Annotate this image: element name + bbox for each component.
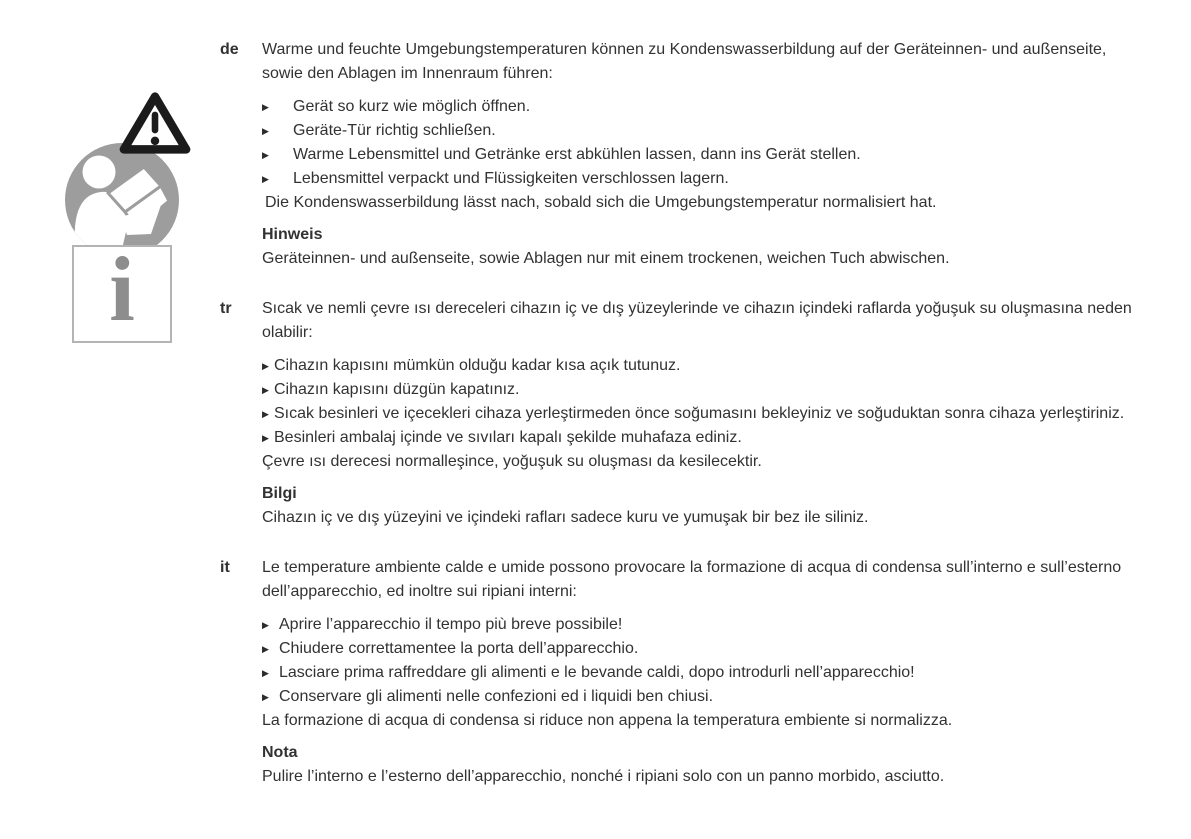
- info-icon: [72, 238, 172, 343]
- bullet-marker-icon: ▶: [262, 668, 269, 678]
- bullet-list: [262, 95, 1132, 191]
- list-item: [262, 378, 1132, 402]
- bullet-text: Besinleri ambalaj içinde ve sıvıları kapalı şekilde muhafaza ediniz.: [274, 429, 742, 446]
- note-text: Cihazın iç ve dış yüzeyini ve içindeki rafları sadece kuru ve yumuşak bir bez ile siliniz.: [262, 509, 869, 526]
- list-item: [262, 685, 1132, 709]
- language-label-de: de: [220, 41, 239, 58]
- bullet-text: Sıcak besinleri ve içecekleri cihaza yerleştirmeden önce soğumasını bekleyiniz ve soğuduktan sonra cihaza yerleştiriniz.: [274, 405, 1125, 422]
- bullet-marker-icon: ▶: [262, 692, 269, 702]
- bullet-marker-icon: ▶: [262, 126, 269, 136]
- bullet-marker-icon: ▶: [262, 620, 269, 630]
- list-item: [262, 637, 1132, 661]
- bullet-list: [262, 354, 1132, 450]
- outro-paragraph: Çevre ısı derecesi normalleşince, yoğuşuk su oluşması da kesilecektir.: [262, 453, 762, 470]
- section-it: [220, 556, 1132, 789]
- list-item: [262, 354, 1132, 378]
- list-item: [262, 167, 1132, 191]
- bullet-marker-icon: ▶: [262, 361, 269, 371]
- safety-icon-column: [0, 0, 200, 360]
- list-item: [262, 661, 1132, 685]
- bullet-marker-icon: ▶: [262, 174, 269, 184]
- bullet-marker-icon: ▶: [262, 409, 269, 419]
- language-label-tr: tr: [220, 300, 232, 317]
- list-item: [262, 95, 1132, 119]
- list-item: [262, 119, 1132, 143]
- bullet-text: Lasciare prima raffreddare gli alimenti e le bevande caldi, dopo introdurli nell’apparecchio!: [279, 664, 915, 681]
- bullet-marker-icon: ▶: [262, 644, 269, 654]
- bullet-text: Warme Lebensmittel und Getränke erst abkühlen lassen, dann ins Gerät stellen.: [293, 146, 861, 163]
- bullet-text: Aprire l’apparecchio il tempo più breve possibile!: [279, 616, 623, 633]
- section-tr: [220, 297, 1132, 530]
- bullet-marker-icon: ▶: [262, 385, 269, 395]
- bullet-text: Chiudere correttamentee la porta dell’apparecchio.: [279, 640, 639, 657]
- note-text: Geräteinnen- und außenseite, sowie Ablagen nur mit einem trockenen, weichen Tuch abwischen.: [262, 250, 950, 267]
- outro-paragraph: Die Kondenswasserbildung lässt nach, sobald sich die Umgebungstemperatur normalisiert hat.: [265, 194, 937, 211]
- bullet-text: Cihazın kapısını mümkün olduğu kadar kısa açık tutunuz.: [274, 357, 681, 374]
- note-heading: Nota: [262, 744, 298, 761]
- bullet-marker-icon: ▶: [262, 433, 269, 443]
- note-heading: Hinweis: [262, 226, 323, 243]
- bullet-marker-icon: ▶: [262, 150, 269, 160]
- bullet-text: Cihazın kapısını düzgün kapatınız.: [274, 381, 520, 398]
- warning-triangle-icon: [117, 90, 193, 156]
- bullet-marker-icon: ▶: [262, 102, 269, 112]
- list-item: [262, 426, 1132, 450]
- list-item: [262, 613, 1132, 637]
- note-text: Pulire l’interno e l’esterno dell’apparecchio, nonché i ripiani solo con un panno morbido, asciutto.: [262, 768, 945, 785]
- list-item: [262, 143, 1132, 167]
- list-item: [262, 402, 1132, 426]
- bullet-text: Geräte-Tür richtig schließen.: [293, 122, 496, 139]
- bullet-text: Lebensmittel verpackt und Flüssigkeiten verschlossen lagern.: [293, 170, 729, 187]
- intro-paragraph: Sıcak ve nemli çevre ısı dereceleri cihazın iç ve dış yüzeylerinde ve cihazın içindeki raflarda yoğuşuk su oluşmasına neden olabilir:: [262, 300, 1132, 341]
- intro-paragraph: Le temperature ambiente calde e umide possono provocare la formazione di acqua di condensa sull’interno e sull’esterno dell’apparecchio, ed inoltre sui ripiani interni:: [262, 559, 1122, 600]
- info-letter: i: [109, 238, 135, 340]
- bullet-text: Gerät so kurz wie möglich öffnen.: [293, 98, 531, 115]
- outro-paragraph: La formazione di acqua di condensa si riduce non appena la temperatura embiente si normalizza.: [262, 712, 953, 729]
- note-heading: Bilgi: [262, 485, 297, 502]
- language-label-it: it: [220, 559, 230, 576]
- section-de: [220, 38, 1132, 271]
- bullet-text: Conservare gli alimenti nelle confezioni ed i liquidi ben chiusi.: [279, 688, 714, 705]
- manual-text: [220, 38, 1132, 815]
- intro-paragraph: Warme und feuchte Umgebungstemperaturen können zu Kondenswasserbildung auf der Geräteinnen- und außenseite, sowie den Ablagen im Innenraum führen:: [262, 41, 1107, 82]
- bullet-list: [262, 613, 1132, 709]
